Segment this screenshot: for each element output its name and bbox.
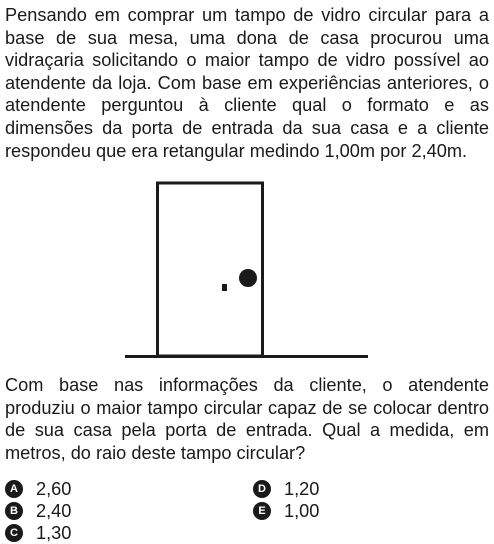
option-b[interactable] [5, 500, 71, 522]
answer-options [0, 478, 494, 543]
option-d[interactable] [253, 478, 319, 500]
option-b-value: 2,40 [36, 500, 72, 521]
option-c[interactable] [5, 522, 71, 544]
door-illustration [0, 178, 494, 362]
question-paragraph-1: Pensando em comprar um tampo de vidro circular para a base de sua mesa, uma dona de casa procurou uma vidraçaria solicitando o maior tampo de vidro possível ao atendente da loja. Com base em experiências anteriores, o atendente perguntou à cliente qual o formato e as dimensões da porta de entrada da sua casa e a cliente respondeu que era retangular medindo 1,00m por 2,40m. [5, 5, 489, 161]
option-b-badge: B [5, 502, 23, 520]
option-e-badge: E [253, 502, 271, 520]
option-c-value: 1,30 [36, 522, 72, 543]
option-d-value: 1,20 [284, 478, 320, 499]
option-a[interactable] [5, 478, 71, 500]
option-c-badge: C [5, 524, 23, 542]
option-d-badge: D [253, 480, 271, 498]
option-a-badge: A [5, 480, 23, 498]
option-a-value: 2,60 [36, 478, 72, 499]
question-paragraph-2: Com base nas informações da cliente, o atendente produziu o maior tampo circular capaz de se colocar dentro de sua casa pela porta de entrada. Qual a medida, em metros, do raio deste tampo circular? [5, 375, 489, 463]
door-keyhole [222, 284, 227, 291]
option-e-value: 1,00 [284, 500, 320, 521]
door-knob [239, 269, 257, 287]
door-figure [0, 178, 494, 362]
option-e[interactable] [253, 500, 319, 522]
